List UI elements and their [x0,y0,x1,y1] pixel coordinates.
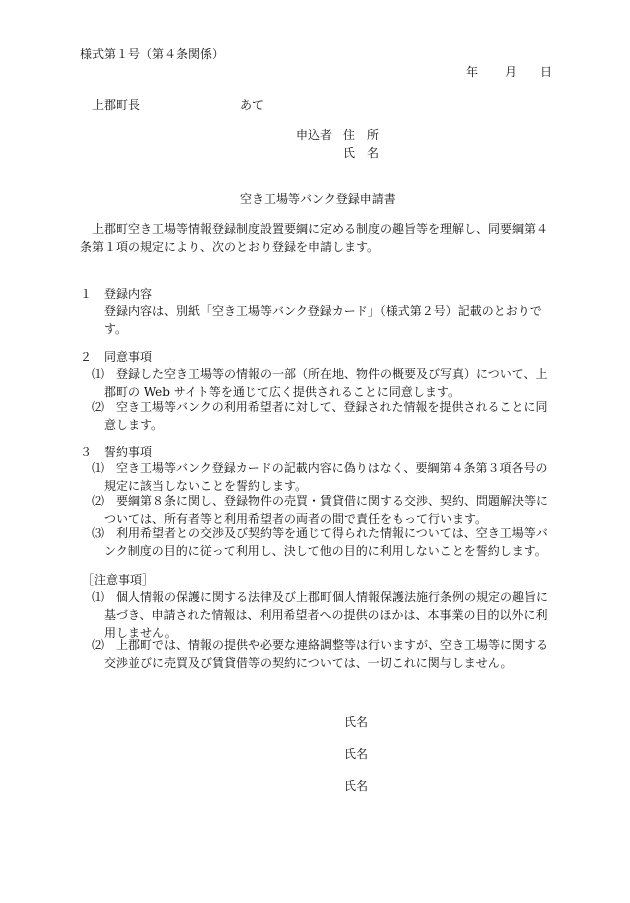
pledge-item-2 [92,492,550,528]
form-number: 様式第１号（第４条関係） [80,47,225,61]
addressee-suffix: あて [240,98,265,112]
date-month-label: 月 [505,65,518,79]
intro-paragraph: 上郡町空き工場等情報登録制度設置要綱に定める制度の趣旨等を理解し、同要綱第４条第１項の規定により、次のとおり登録を申請します。 [80,222,549,254]
pledge-item-3-text: 利用希望者との交渉及び契約等を通じて得られた情報については、空き工場等バンク制度の目的に従って利用し、決して他の目的に利用しないことを誓約します。 [104,526,548,558]
note-item-1-number: ⑴ [92,590,105,604]
section-1-body-text: 登録内容は、別紙「空き工場等バンク登録カード」（様式第２号）記載のとおりです。 [104,304,542,336]
agreement-item-1-number: ⑴ [92,367,105,381]
signature-name-3: 氏名 [344,779,369,793]
note-item-2-number: ⑵ [92,638,105,652]
date-day-label: 日 [540,65,553,79]
applicant-address-label: 住 所 [343,128,380,142]
pledge-item-3-number: ⑶ [92,526,105,540]
pledge-item-1-number: ⑴ [92,461,105,475]
agreement-item-1-text: 登録した空き工場等の情報の一部（所在地、物件の概要及び写真）について、上郡町の Web サイト等を通じて広く提供されることに同意します。 [104,367,548,399]
document-title: 空き工場等バンク登録申請書 [240,192,396,206]
note-item-2-text: 上郡町では、情報の提供や必要な連絡調整等は行いますが、空き工場等に関する交渉並びに売買及び賃貸借等の契約については、一切これに関与しません。 [104,638,549,670]
pledge-item-3 [92,524,550,560]
pledge-item-1-text: 空き工場等バンク登録カードの記載内容に偽りはなく、要綱第４条第３項各号の規定に該当しないことを誓約します。 [104,461,548,493]
agreement-item-2-number: ⑵ [92,400,105,414]
signature-name-1: 氏名 [344,715,369,729]
agreement-item-2-text: 空き工場等バンクの利用希望者に対して、登録された情報を提供されることに同意します。 [104,400,548,432]
pledge-item-2-text: 要綱第８条に関し、登録物件の売買・賃貸借に関する交渉、契約、問題解決等については、所有者等と利用希望者の両者の間で責任をもって行います。 [104,494,549,526]
section-1-heading: １ 登録内容 [80,287,153,301]
applicant-name-label: 氏 名 [343,146,380,160]
addressee-name: 上郡町長 [92,98,141,112]
note-item-2 [92,636,550,672]
agreement-item-1 [92,365,550,401]
section-2-heading: ２ 同意事項 [80,350,153,364]
pledge-item-1 [92,459,550,495]
note-item-1-text: 個人情報の保護に関する法律及び上郡町個人情報保護法施行条例の規定の趣旨に基づき、申請された情報は、利用希望者への提供のほかは、本事業の目的以外に利用しません。 [104,590,549,640]
pledge-item-2-number: ⑵ [92,494,105,508]
signature-name-2: 氏名 [344,747,369,761]
section-3-heading: ３ 誓約事項 [80,445,153,459]
applicant-label: 申込者 [296,128,333,142]
note-item-1 [92,588,550,642]
section-1-body [92,302,550,338]
notes-heading: ［注意事項］ [82,573,155,587]
date-year-label: 年 [466,65,479,79]
agreement-item-2 [92,398,550,434]
